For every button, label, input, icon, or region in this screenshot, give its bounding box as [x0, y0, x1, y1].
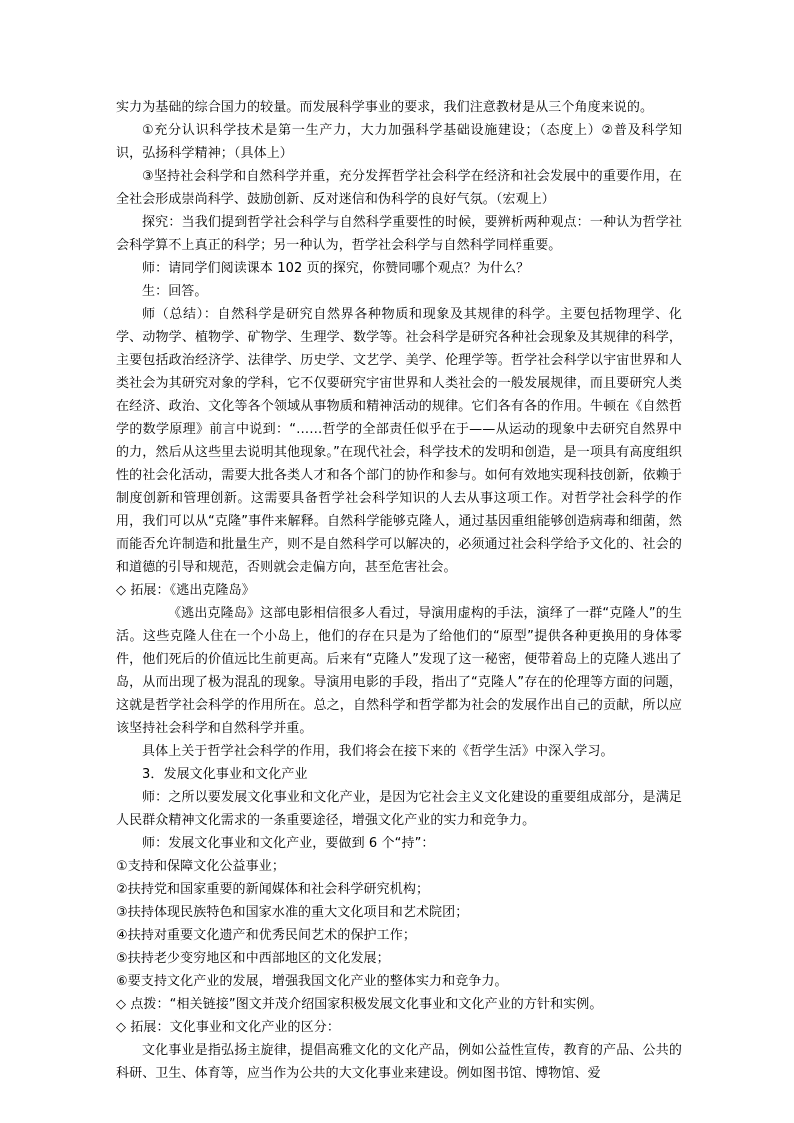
list-item: ⑤扶持老少变穷地区和中西部地区的文化发展；	[116, 951, 390, 966]
list-item: ①支持和保障文化公益事业；	[116, 859, 285, 874]
paragraph-clone-movie: 《逃出克隆岛》这部电影相信很多人看过，导演用虚构的手法，演绎了一群“克隆人”的生活。这些克隆人住在一个小岛上，他们的存在只是为了给他们的“原型”提供各种更换用的身体零件，他们死后的价值远比生前更高。后来有“克隆人”发现了这一秘密，便带着岛上的克隆人逃出了岛，从而出现了极为混乱的现象。导演用电影的手段，指出了“克隆人”存在的伦理等方面的问题，这就是哲学社会科学的作用所在。总之，自然科学和哲学都为社会的发展作出自己的贡献，所以应该坚持社会科学和自然科学并重。	[116, 606, 682, 736]
paragraph-extension-distinction: ◇ 拓展：文化事业和文化产业的区分：	[116, 1020, 340, 1035]
list-item: ②扶持党和国家重要的新闻媒体和社会科学研究机构；	[116, 882, 430, 897]
paragraph-science-macro: ③坚持社会科学和自然科学并重，充分发挥哲学社会科学在经济和社会发展中的重要作用，在全社会形成崇尚科学、鼓励创新、反对迷信和伪科学的良好气氛。（宏观上）	[116, 169, 682, 207]
paragraph-teacher-question: 师：请同学们阅读课本 102 页的探究，你赞同哪个观点？为什么？	[142, 261, 530, 276]
section-heading-culture: 3．发展文化事业和文化产业	[142, 767, 308, 782]
paragraph-science-attitude: ①充分认识科学技术是第一生产力，大力加强科学基础设施建设；（态度上）②普及科学知识，弘扬科学精神；（具体上）	[116, 123, 682, 161]
paragraph-explore: 探究：当我们提到哲学社会科学与自然科学重要性的时候，要辨析两种观点：一种认为哲学社会科学算不上真正的科学；另一种认为，哲学社会科学与自然科学同样重要。	[116, 215, 682, 253]
paragraph-six-supports: 师：发展文化事业和文化产业，要做到 6 个“持”：	[142, 836, 435, 851]
paragraph-extension-clone: ◇ 拓展：《逃出克隆岛》	[116, 583, 255, 598]
paragraph-tip-related-link: ◇ 点拨：“相关链接”图文并茂介绍国家积极发展文化事业和文化产业的方针和实例。	[116, 997, 603, 1012]
list-item: ⑥要支持文化产业的发展，增强我国文化产业的整体实力和竞争力。	[116, 974, 508, 989]
paragraph-philosophy-life: 具体上关于哲学社会科学的作用，我们将会在接下来的《哲学生活》中深入学习。	[142, 744, 614, 759]
paragraph-culture-undertaking: 文化事业是指弘扬主旋律，提倡高雅文化的文化产品，例如公益性宣传，教育的产品、公共的科研、卫生、体育等，应当作为公共的大文化事业来建设。例如图书馆、博物馆、爱	[116, 1043, 682, 1081]
paragraph-student-answer: 生：回答。	[142, 284, 208, 299]
paragraph-teacher-summary: 师（总结）：自然科学是研究自然界各种物质和现象及其规律的科学。主要包括物理学、化学、动物学、植物学、矿物学、生理学、数学等。社会科学是研究各种社会现象及其规律的科学，主要包括政治经济学、法律学、历史学、文艺学、美学、伦理学等。哲学社会科学以宇宙世界和人类社会为其研究对象的学科，它不仅要研究宇宙世界和人类社会的一般发展规律，而且要研究人类在经济、政治、文化等各个领域从事物质和精神活动的规律。它们各有各的作用。牛顿在《自然哲学的数学原理》前言中说到：“……哲学的全部责任似乎在于——从运动的现象中去研究自然界中的力，然后从这些里去说明其他现象。”在现代社会，科学技术的发明和创造，是一项具有高度组织性的社会化活动，需要大批各类人才和各个部门的协作和参与。如何有效地实现科技创新，依赖于制度创新和管理创新。这需要具备哲学社会科学知识的人去从事这项工作。对哲学社会科学的作用，我们可以从“克隆”事件来解释。自然科学能够克隆人，通过基因重组能够创造病毒和细菌，然而能否允许制造和批量生产，则不是自然科学可以解决的，必须通过社会科学给予文化的、社会的和道德的引导和规范，否则就会走偏方向，甚至危害社会。	[116, 307, 682, 575]
document-page	[116, 96, 682, 1085]
list-item: ④扶持对重要文化遗产和优秀民间艺术的保护工作；	[116, 928, 416, 943]
list-item: ③扶持体现民族特色和国家水准的重大文化项目和艺术院团；	[116, 905, 469, 920]
paragraph-culture-reason: 师：之所以要发展文化事业和文化产业，是因为它社会主义文化建设的重要组成部分，是满足人民群众精神文化需求的一条重要途径，增强文化产业的实力和竞争力。	[116, 790, 682, 828]
paragraph-continuation: 实力为基础的综合国力的较量。而发展科学事业的要求，我们注意教材是从三个角度来说的。	[116, 100, 654, 115]
